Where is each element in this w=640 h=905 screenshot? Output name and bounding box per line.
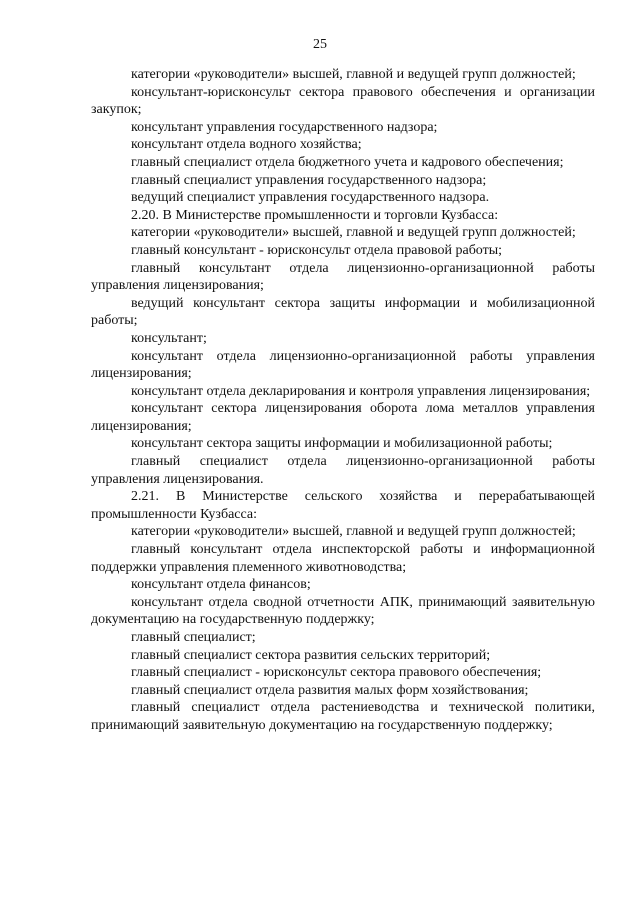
paragraph: категории «руководители» высшей, главной и ведущей групп должностей;: [131, 524, 576, 540]
paragraph: главный специалист отдела бюджетного учета и кадрового обеспечения;: [131, 154, 564, 170]
paragraph: главный специалист отдела развития малых форм хозяйствования;: [131, 682, 529, 698]
paragraph: главный консультант отдела инспекторской работы и информационной поддержки управления племенного животноводства;: [91, 542, 595, 575]
paragraph: главный консультант отдела лицензионно-организационной работы управления лицензирования;: [91, 260, 595, 294]
paragraph: консультант отдела сводной отчетности АПК, принимающий заявительную документацию на государственную поддержку;: [91, 594, 595, 628]
paragraph: главный специалист управления государственного надзора;: [131, 172, 487, 188]
paragraph: консультант отдела водного хозяйства;: [131, 137, 362, 153]
paragraph: главный специалист сектора развития сельских территорий;: [131, 647, 491, 663]
paragraph: ведущий консультант сектора защиты информации и мобилизационной работы;: [91, 295, 595, 329]
paragraph: ведущий специалист управления государственного надзора.: [131, 190, 490, 206]
paragraph: категории «руководители» высшей, главной и ведущей групп должностей;: [131, 225, 576, 241]
document-body: [91, 66, 595, 735]
paragraph: консультант сектора защиты информации и мобилизационной работы;: [131, 436, 553, 452]
paragraph: консультант отдела финансов;: [131, 577, 311, 593]
section-heading: 2.21. В Министерстве сельского хозяйства и перерабатывающей промышленности Кузбасса:: [91, 489, 595, 522]
paragraph: консультант-юрисконсульт сектора правового обеспечения и организации закупок;: [91, 84, 595, 118]
page-number: 25: [313, 37, 327, 52]
paragraph: главный специалист отдела лицензионно-организационной работы управления лицензирования.: [91, 454, 595, 487]
paragraph: консультант отдела декларирования и контроля управления лицензирования;: [131, 383, 591, 399]
paragraph: консультант отдела лицензионно-организационной работы управления лицензирования;: [91, 348, 595, 382]
paragraph: консультант;: [131, 330, 207, 346]
paragraph: главный специалист - юрисконсульт сектора правового обеспечения;: [131, 665, 542, 681]
paragraph: главный консультант - юрисконсульт отдела правовой работы;: [131, 242, 503, 258]
paragraph: главный специалист;: [131, 630, 256, 645]
paragraph: категории «руководители» высшей, главной и ведущей групп должностей;: [131, 67, 576, 82]
paragraph: консультант управления государственного надзора;: [131, 119, 438, 135]
section-heading: 2.20. В Министерстве промышленности и торговли Кузбасса:: [131, 207, 499, 223]
paragraph: консультант сектора лицензирования оборота лома металлов управления лицензирования;: [91, 401, 595, 434]
paragraph: главный специалист отдела растениеводства и технической политики, принимающий заявительную документацию на государственную поддержку;: [91, 700, 595, 733]
